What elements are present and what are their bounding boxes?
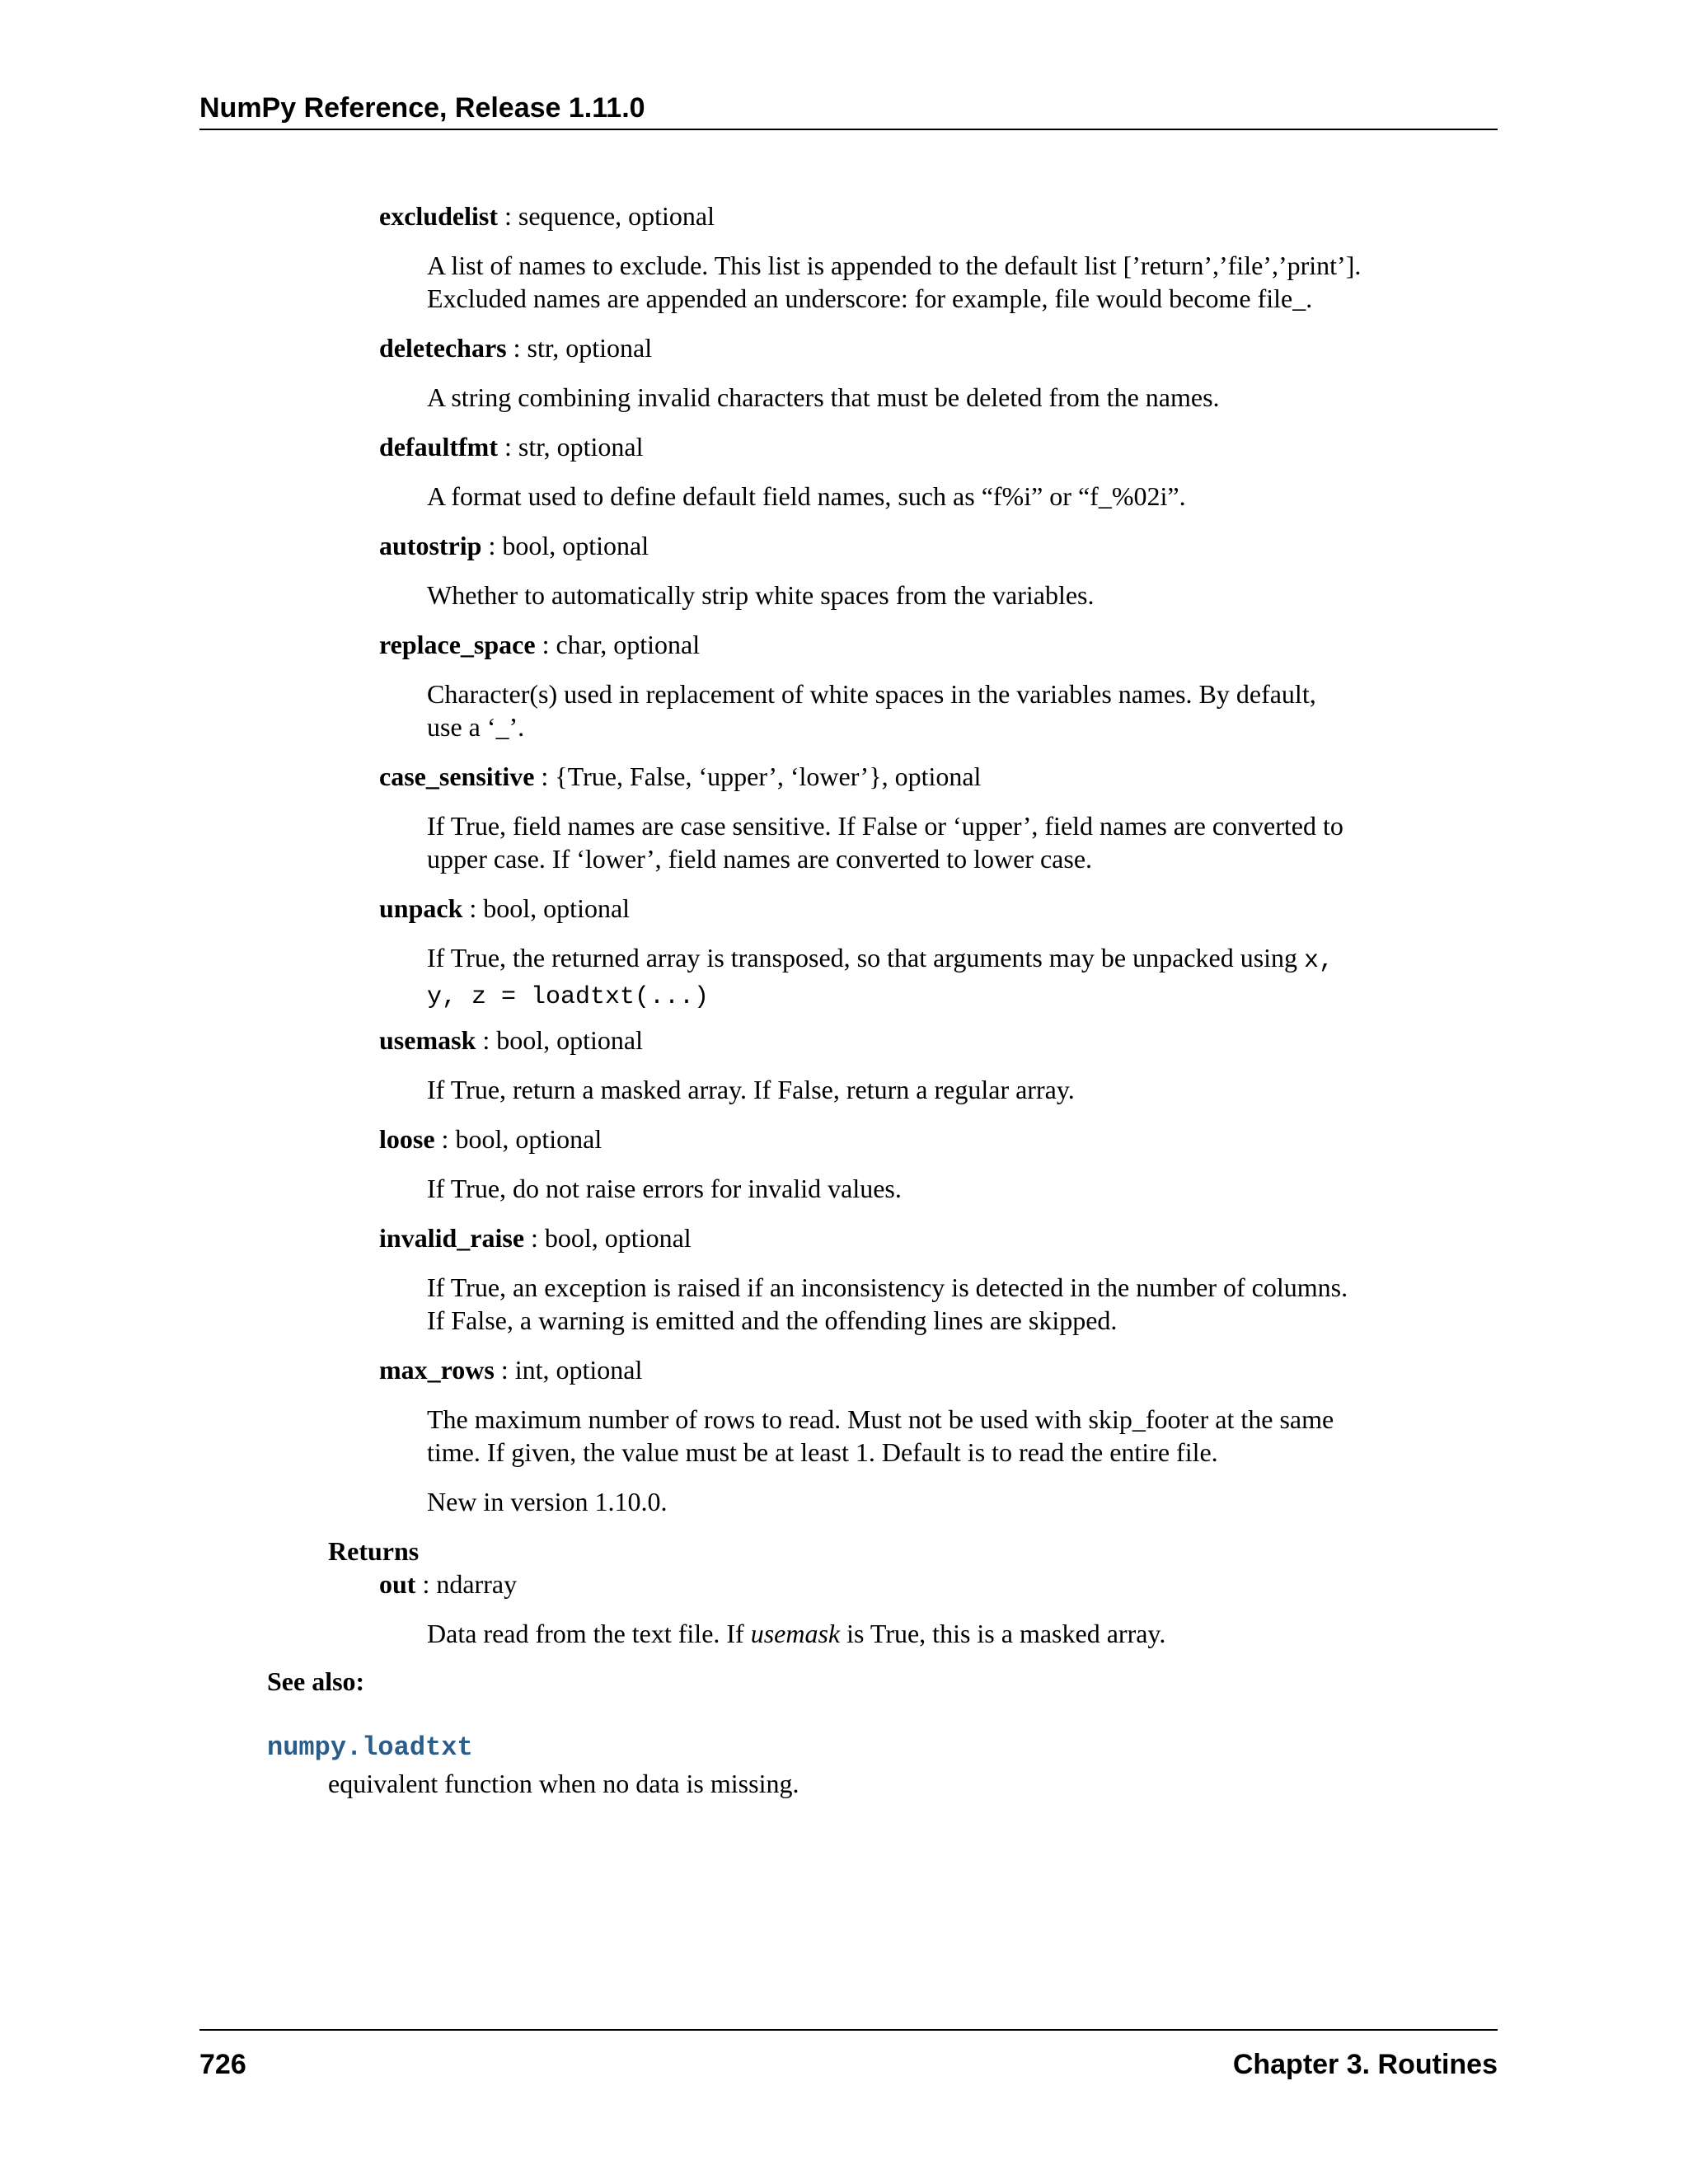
desc-line: If True, field names are case sensitive. If False or ‘upper’, field names are converted to — [427, 811, 1343, 841]
param-type: str, optional — [527, 333, 653, 363]
desc-line: Character(s) used in replacement of white spaces in the variables names. By default, — [427, 679, 1316, 709]
param-name: unpack — [379, 893, 463, 923]
desc-line — [427, 977, 1383, 1014]
param-name: autostrip — [379, 531, 482, 560]
param-name: case_sensitive — [379, 762, 535, 791]
param-name: replace_space — [379, 630, 536, 659]
param-autostrip: autostrip : bool, optional — [379, 531, 649, 560]
desc-line: The maximum number of rows to read. Must not be used with skip_footer at the same — [427, 1404, 1334, 1434]
see-also-heading: See also: — [267, 1666, 365, 1696]
param-name: loose — [379, 1124, 435, 1154]
desc-line: A string combining invalid characters that must be deleted from the names. — [427, 382, 1220, 412]
desc-text: Data read from the text file. If — [427, 1619, 751, 1648]
param-type: bool, optional — [455, 1124, 603, 1154]
param-type: int, optional — [514, 1355, 643, 1385]
param-name: usemask — [379, 1025, 476, 1055]
param-case-sensitive-desc — [427, 809, 1383, 875]
desc-text: If True, the returned array is transposed, so that arguments may be unpacked using — [427, 943, 1305, 972]
returns-heading: Returns — [328, 1536, 420, 1566]
desc-line — [427, 941, 1383, 977]
desc-line: Excluded names are appended an underscore: for example, file would become file_. — [427, 284, 1313, 313]
param-max-rows-desc — [427, 1403, 1383, 1469]
param-defaultfmt: defaultfmt : str, optional — [379, 432, 644, 462]
param-type: bool, optional — [483, 893, 631, 923]
desc-line: time. If given, the value must be at least 1. Default is to read the entire file. — [427, 1437, 1218, 1467]
desc-line: If True, an exception is raised if an inconsistency is detected in the number of columns. — [427, 1272, 1348, 1302]
param-case-sensitive: case_sensitive : {True, False, ‘upper’, ‘lower’}, optional — [379, 762, 982, 791]
desc-line: If True, return a masked array. If False, return a regular array. — [427, 1075, 1075, 1104]
param-deletechars: deletechars : str, optional — [379, 333, 653, 363]
param-replace-space-desc — [427, 677, 1383, 743]
param-name: excludelist — [379, 201, 498, 231]
param-name: max_rows — [379, 1355, 495, 1385]
param-type: {True, False, ‘upper’, ‘lower’}, optional — [555, 762, 982, 791]
param-usemask-desc — [427, 1073, 1383, 1106]
see-also-link-numpy-loadtxt[interactable]: numpy.loadtxt — [267, 1732, 473, 1763]
param-autostrip-desc — [427, 579, 1383, 612]
param-deletechars-desc — [427, 381, 1383, 414]
return-out: out : ndarray — [379, 1569, 518, 1599]
param-invalid-raise-desc — [427, 1271, 1383, 1337]
param-max-rows: max_rows : int, optional — [379, 1355, 643, 1385]
param-unpack-desc — [427, 941, 1383, 1014]
desc-line: upper case. If ‘lower’, field names are converted to lower case. — [427, 844, 1093, 874]
return-type: ndarray — [436, 1569, 518, 1599]
param-replace-space: replace_space : char, optional — [379, 630, 701, 659]
param-invalid-raise: invalid_raise : bool, optional — [379, 1223, 692, 1253]
param-type: bool, optional — [544, 1223, 692, 1253]
return-name: out — [379, 1569, 416, 1599]
param-type: char, optional — [556, 630, 701, 659]
desc-line: use a ‘_’. — [427, 712, 525, 742]
desc-line: A format used to define default field names, such as “f%i” or “f_%02i”. — [427, 481, 1186, 511]
param-defaultfmt-desc — [427, 480, 1383, 513]
param-excludelist-desc — [427, 249, 1383, 315]
page-number: 726 — [199, 2049, 246, 2080]
param-unpack: unpack : bool, optional — [379, 893, 631, 923]
inline-code: y, z = loadtxt(...) — [427, 983, 710, 1011]
param-type: bool, optional — [502, 531, 649, 560]
desc-line: A list of names to exclude. This list is appended to the default list [’return’,’file’,’print’]. — [427, 251, 1362, 280]
param-loose: loose : bool, optional — [379, 1124, 603, 1154]
running-title: NumPy Reference, Release 1.11.0 — [199, 92, 645, 124]
param-name: invalid_raise — [379, 1223, 525, 1253]
param-name: deletechars — [379, 333, 507, 363]
page-footer — [199, 2029, 1498, 2080]
desc-line: Whether to automatically strip white spaces from the variables. — [427, 580, 1095, 610]
desc-emphasis: usemask — [750, 1619, 841, 1648]
return-out-desc — [427, 1617, 1383, 1650]
param-type: sequence, optional — [518, 201, 715, 231]
version-note: New in version 1.10.0. — [427, 1487, 668, 1516]
param-usemask: usemask : bool, optional — [379, 1025, 644, 1055]
chapter-title: Chapter 3. Routines — [1232, 2049, 1498, 2080]
param-name: defaultfmt — [379, 432, 498, 462]
param-loose-desc — [427, 1172, 1383, 1205]
page-header — [199, 91, 1498, 130]
see-also-desc: equivalent function when no data is missing. — [328, 1769, 799, 1798]
param-excludelist: excludelist : sequence, optional — [379, 201, 715, 231]
desc-line: If False, a warning is emitted and the offending lines are skipped. — [427, 1305, 1118, 1335]
param-type: bool, optional — [496, 1025, 644, 1055]
inline-code: x, — [1304, 947, 1334, 975]
param-type: str, optional — [518, 432, 644, 462]
desc-text: is True, this is a masked array. — [840, 1619, 1166, 1648]
desc-line: If True, do not raise errors for invalid values. — [427, 1174, 902, 1203]
